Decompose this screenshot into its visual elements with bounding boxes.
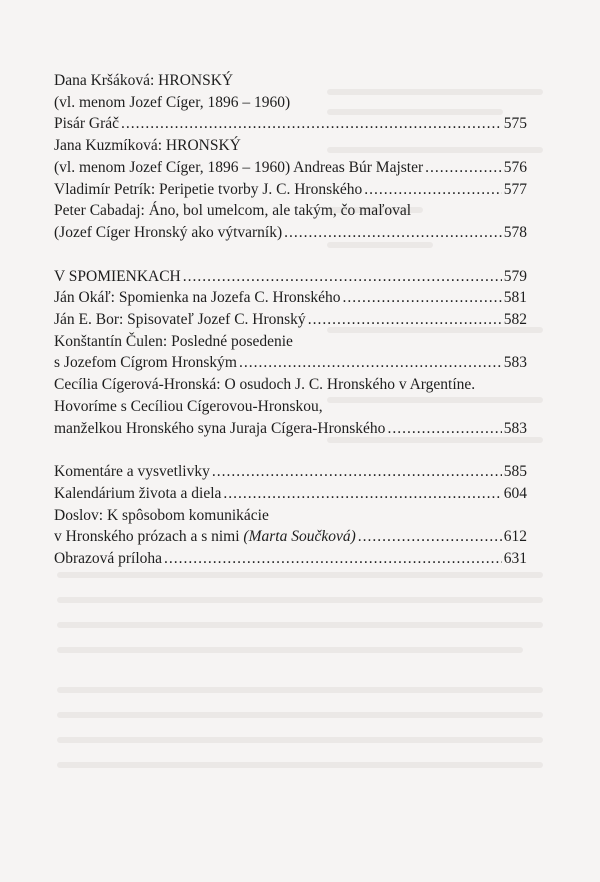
toc-entry-text: (vl. menom Jozef Cíger, 1896 – 1960) Andreas Búr Majster <box>54 158 424 176</box>
toc-entry-text: Obrazová príloha <box>54 550 163 568</box>
toc-entry-text: (vl. menom Jozef Cíger, 1896 – 1960) <box>54 93 291 111</box>
toc-entry <box>54 396 527 418</box>
dot-leader <box>364 179 502 201</box>
toc-entry-main: v Hronského prózach a s nimi <box>54 528 240 546</box>
toc-entry-text: manželkou Hronského syna Juraja Cígera-Hronského <box>54 419 386 437</box>
toc-entry <box>54 374 527 396</box>
toc-entry <box>54 309 527 331</box>
toc-entry-text: (Jozef Cíger Hronský ako výtvarník) <box>54 223 283 241</box>
toc-page-number: 604 <box>503 484 527 502</box>
toc-page-number: 612 <box>503 528 527 546</box>
toc-entry-text: Pisár Gráč <box>54 115 119 133</box>
toc-entry-text <box>54 526 356 548</box>
table-of-contents <box>54 70 527 570</box>
dot-leader <box>164 548 502 570</box>
toc-entry-text: Ján E. Bor: Spisovateľ Jozef C. Hronský <box>54 311 306 329</box>
toc-entry <box>54 352 527 374</box>
toc-entry-author: (Marta Součková) <box>243 528 356 546</box>
toc-entry-text: Doslov: K spôsobom komunikácie <box>54 506 269 524</box>
toc-entry <box>54 287 527 309</box>
dot-leader <box>284 222 502 244</box>
toc-entry-text: Kalendárium života a diela <box>54 484 222 502</box>
toc-entry <box>54 179 527 201</box>
toc-entry-text: Peter Cabadaj: Áno, bol umelcom, ale takým, čo maľoval <box>54 202 412 220</box>
toc-entry-text: Jana Kuzmíková: HRONSKÝ <box>54 137 241 155</box>
toc-entry <box>54 461 527 483</box>
toc-page-number: 578 <box>503 223 527 241</box>
toc-entry <box>54 548 527 570</box>
toc-entry-text: Vladimír Petrík: Peripetie tvorby J. C. Hronského <box>54 180 363 198</box>
toc-page-number: 575 <box>503 115 527 133</box>
dot-leader <box>343 287 502 309</box>
toc-page-number: 583 <box>503 419 527 437</box>
toc-page-number: 581 <box>503 289 527 307</box>
toc-entry-text: Komentáre a vysvetlivky <box>54 463 210 481</box>
toc-entry <box>54 266 527 288</box>
toc-entry <box>54 135 527 157</box>
toc-page-number: 583 <box>503 354 527 372</box>
toc-page-number: 579 <box>503 267 527 285</box>
toc-entry-text: Konštantín Čulen: Posledné posedenie <box>54 332 293 350</box>
toc-entry-text: Ján Okáľ: Spomienka na Jozefa C. Hronského <box>54 289 341 307</box>
toc-page-number: 576 <box>503 158 527 176</box>
toc-page-number: 577 <box>503 180 527 198</box>
toc-entry <box>54 92 527 114</box>
toc-entry-text: V SPOMIENKACH <box>54 267 181 285</box>
toc-entry <box>54 505 527 527</box>
dot-leader <box>425 157 502 179</box>
toc-entry <box>54 483 527 505</box>
toc-entry <box>54 157 527 179</box>
toc-entry <box>54 113 527 135</box>
toc-entry <box>54 70 527 92</box>
toc-page-number: 631 <box>503 550 527 568</box>
dot-leader <box>239 352 502 374</box>
toc-entry-text: Dana Kršáková: HRONSKÝ <box>54 72 234 89</box>
dot-leader <box>121 113 502 135</box>
toc-page-number: 585 <box>503 463 527 481</box>
toc-entry-text: Hovoríme s Cecíliou Cígerovou-Hronskou, <box>54 397 323 415</box>
toc-entry-text: s Jozefom Cígrom Hronským <box>54 354 237 372</box>
toc-entry-text: Cecília Cígerová-Hronská: O osudoch J. C. Hronského v Argentíne. <box>54 376 476 394</box>
dot-leader <box>212 461 502 483</box>
toc-entry <box>54 331 527 353</box>
dot-leader <box>183 266 502 288</box>
toc-entry <box>54 200 527 222</box>
dot-leader <box>308 309 502 331</box>
section-gap <box>54 244 527 266</box>
toc-entry <box>54 526 527 548</box>
dot-leader <box>223 483 501 505</box>
dot-leader <box>387 418 501 440</box>
dot-leader <box>358 526 502 548</box>
toc-entry <box>54 418 527 440</box>
toc-page-number: 582 <box>503 311 527 329</box>
section-gap <box>54 439 527 461</box>
toc-entry <box>54 222 527 244</box>
